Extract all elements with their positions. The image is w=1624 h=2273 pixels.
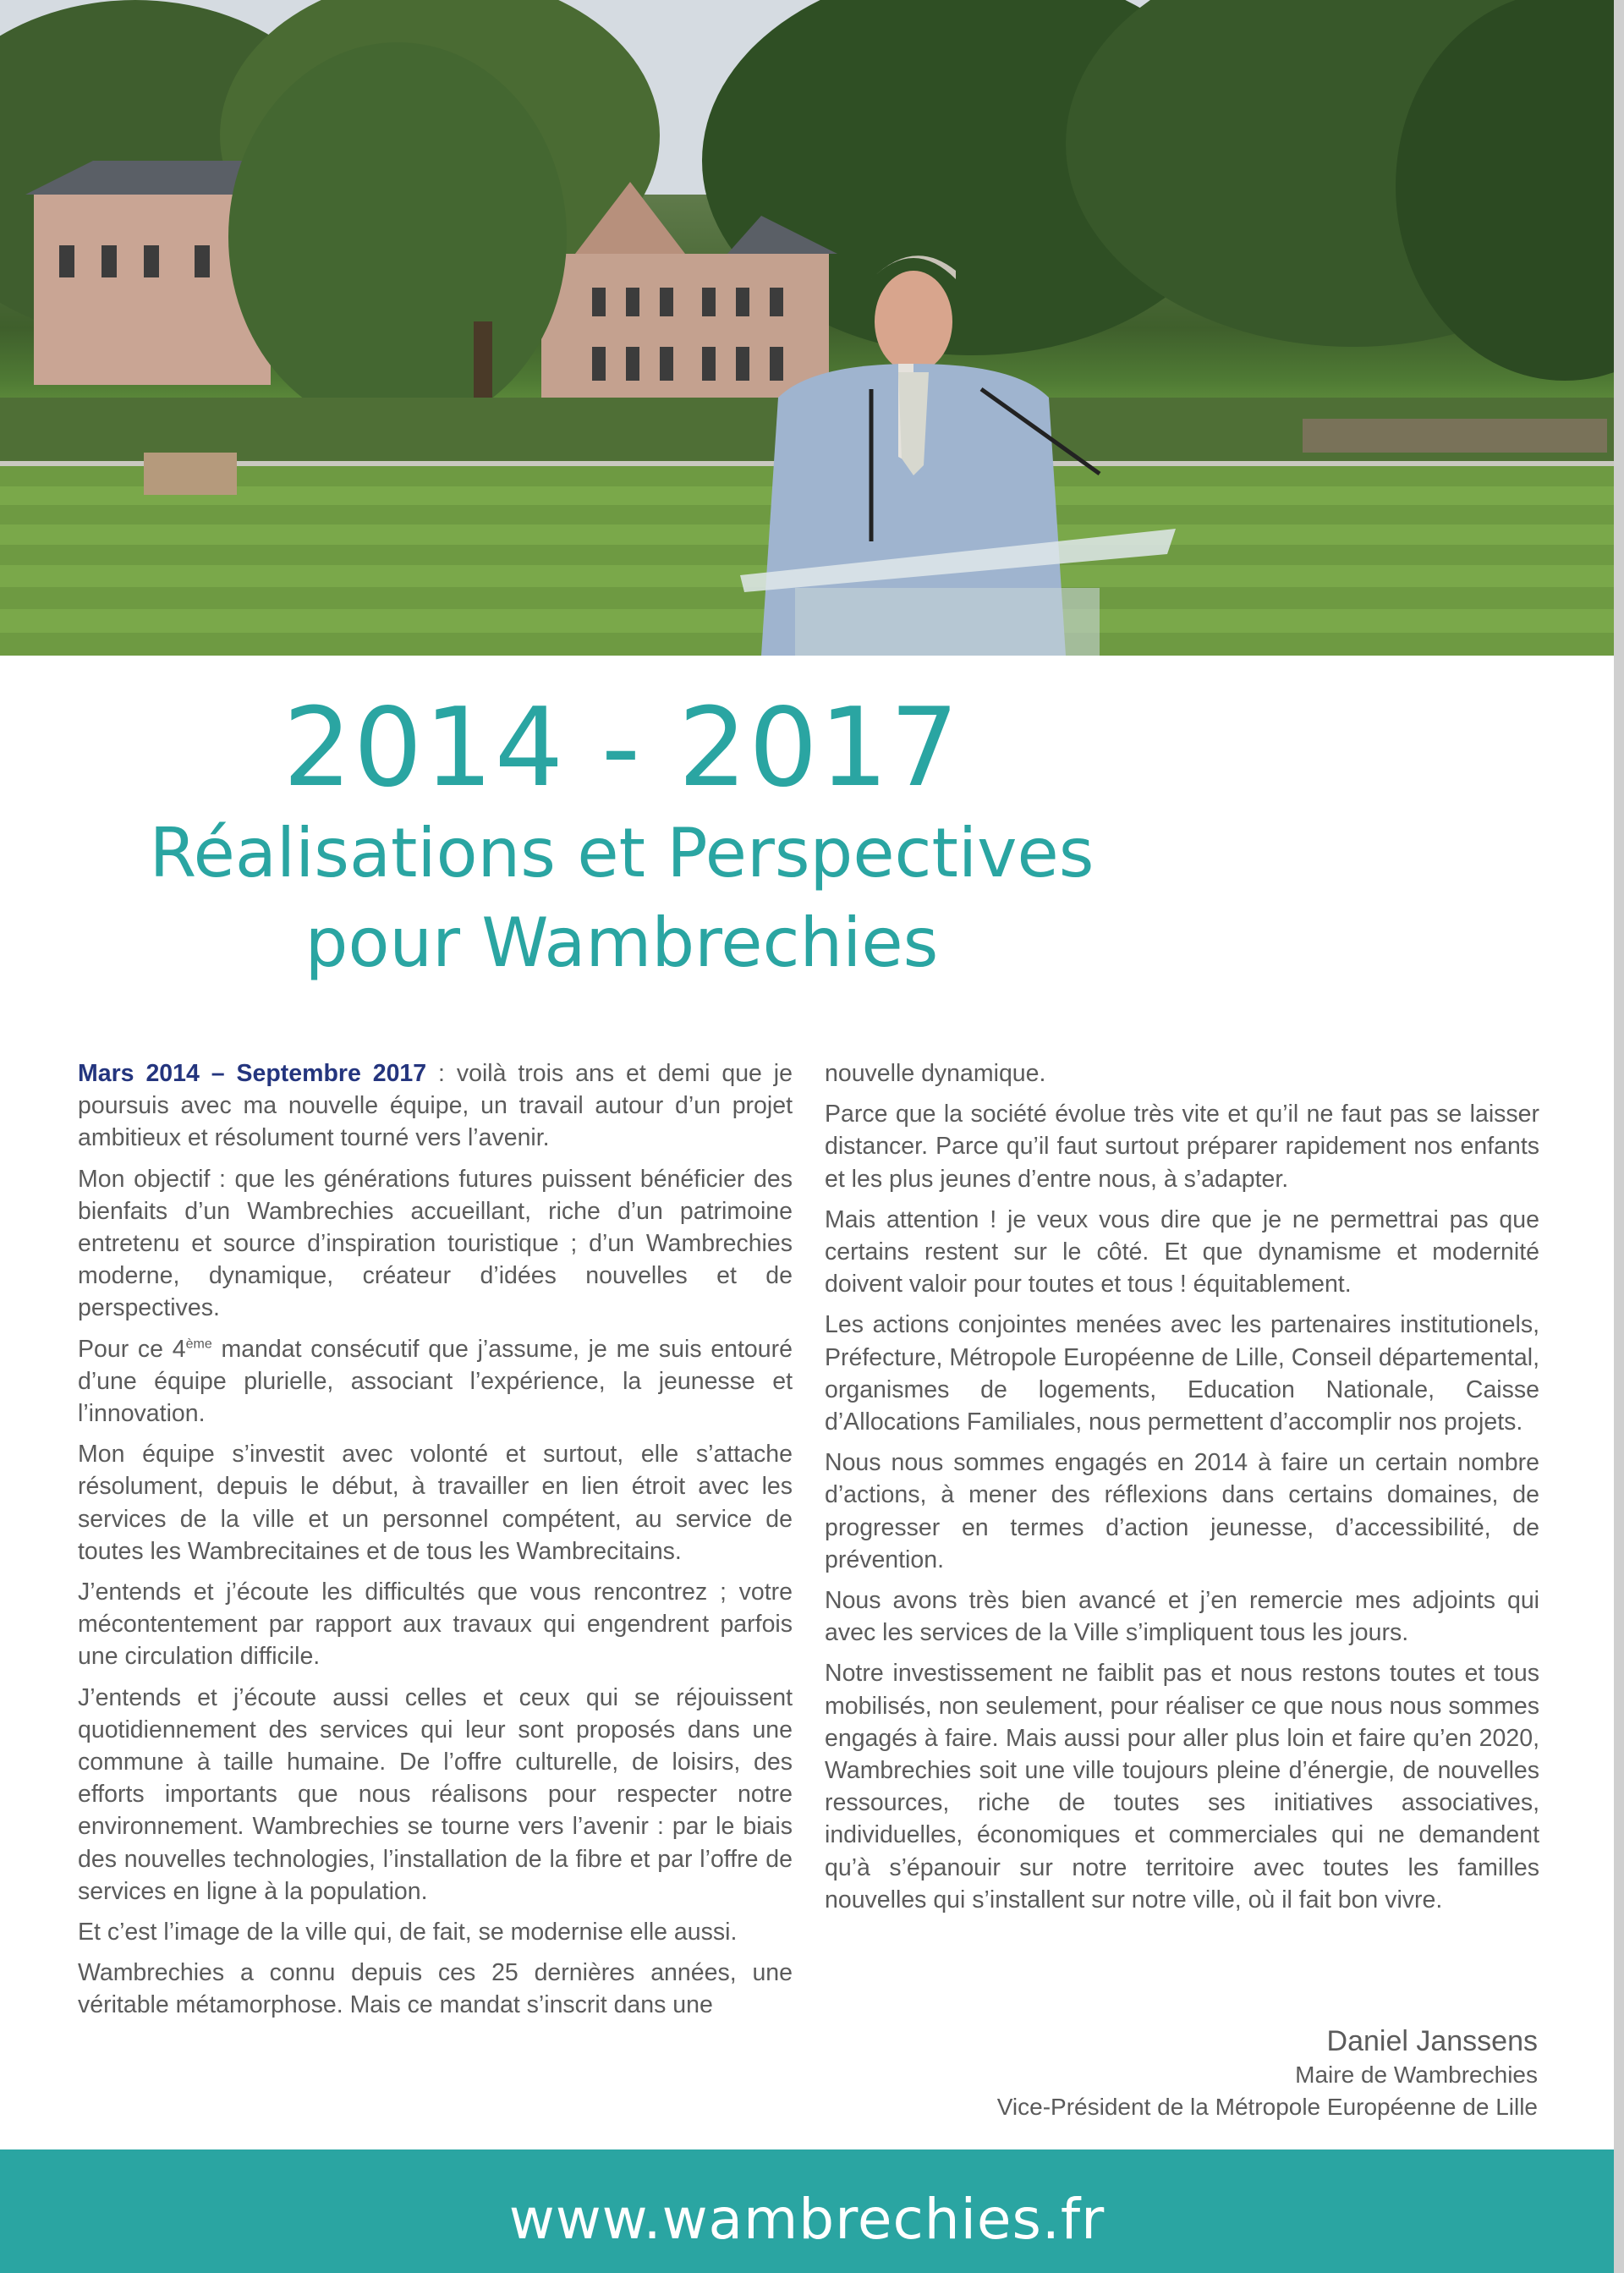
lead-dates: Mars 2014 – Septembre 2017 <box>78 1060 427 1087</box>
left-column <box>78 1057 793 2030</box>
title-years: 2014 - 2017 <box>283 685 961 811</box>
signature-name: Daniel Janssens <box>1326 2025 1538 2057</box>
superscript: ème <box>185 1337 212 1352</box>
signature-block <box>997 2023 1538 2123</box>
paragraph <box>78 1333 793 1430</box>
paragraph: Les actions conjointes menées avec les partenaires institutionels, Préfecture, Métropole Européenne de Lille, Conseil départemental, organismes de logements, Education Nationale, Caisse d’Allocations Familiales, nous permettent d’accomplir nos projets. <box>825 1311 1539 1436</box>
signature-role-vice-president: Vice-Président de la Métropole Européenne de Lille <box>996 2094 1538 2120</box>
website-link[interactable]: www.wambrechies.fr <box>508 2187 1106 2252</box>
paragraph: J’entends et j’écoute les difficultés que vous rencontrez ; votre mécontentement par rapport aux travaux qui engendrent parfois une circulation difficile. <box>78 1578 793 1671</box>
hero-photo <box>0 0 1614 656</box>
title-line-1: Réalisations et Perspectives <box>149 814 1095 892</box>
paragraph: nouvelle dynamique. <box>825 1060 1046 1087</box>
paragraph: Notre investissement ne faiblit pas et nous restons toutes et tous mobilisés, non seulement, pour réaliser ce que nous nous sommes engagés à faire. Mais aussi pour aller plus loin et faire qu’en 2020, Wambrechies soit une ville toujours pleine d’énergie, de nouvelles ressources, riche de toutes ses initiatives associatives, individuelles, économiques et commerciales qui ne demandent qu’à s’épanouir sur notre territoire avec toutes les familles nouvelles qui s’installent sur notre ville, où il fait bon vivre. <box>825 1660 1539 1913</box>
title-block <box>0 685 1243 987</box>
paragraph: Mon objectif : que les générations futures puissent bénéficier des bienfaits d’un Wambrechies accueillant, riche d’un patrimoine entretenu et source d’inspiration touristique ; d’un Wambrechies moderne, dynamique, créateur d’idées nouvelles et de perspectives. <box>78 1165 793 1322</box>
paragraph-text: mandat consécutif que j’assume, je me suis entouré d’une équipe plurielle, associant l’expérience, la jeunesse et l’innovation. <box>78 1335 793 1428</box>
signature-role-mayor: Maire de Wambrechies <box>1295 2062 1538 2088</box>
right-column <box>825 1057 1539 1924</box>
title-line-2: pour Wambrechies <box>304 903 939 982</box>
paragraph: Et c’est l’image de la ville qui, de fait, se modernise elle aussi. <box>78 1919 738 1946</box>
paragraph: Mais attention ! je veux vous dire que je ne permettrai pas que certains restent sur le côté. Et que dynamisme et modernité doivent valoir pour toutes et tous ! équitablement. <box>825 1205 1539 1298</box>
paragraph: J’entends et j’écoute aussi celles et ceux qui se réjouissent quotidiennement des services qui leur sont proposés dans une commune à taille humaine. De l’offre culturelle, de loisirs, des efforts importants que nous réalisons pour respecter notre environnement. Wambrechies se tourne vers l’avenir : par le biais des nouvelles technologies, l’installation de la fibre et par l’offre de services en ligne à la population. <box>78 1683 793 1905</box>
paragraph-text: : voilà trois ans et demi que je poursuis avec ma nouvelle équipe, un travail autour d’un projet ambitieux et résolument tourné vers l’avenir. <box>78 1060 793 1152</box>
page-edge <box>1614 0 1624 2273</box>
paragraph: Nous avons très bien avancé et j’en remercie mes adjoints qui avec les services de la Ville s’impliquent tous les jours. <box>825 1587 1539 1647</box>
hero-photo-illustration <box>0 0 1614 656</box>
paragraph: Mon équipe s’investit avec volonté et surtout, elle s’attache résolument, depuis le début, à travailler en lien étroit avec les services de la ville et un personnel compétent, au service de toutes les Wambrecitaines et de tous les Wambrecitains. <box>78 1441 793 1565</box>
paragraph: Parce que la société évolue très vite et qu’il ne faut pas se laisser distancer. Parce qu’il faut surtout préparer rapidement nos enfants et les plus jeunes d’entre nous, à s’adapter. <box>825 1101 1539 1193</box>
paragraph: Wambrechies a connu depuis ces 25 dernières années, une véritable métamorphose. Mais ce mandat s’inscrit dans une <box>78 1959 793 2019</box>
paragraph: Nous nous sommes engagés en 2014 à faire un certain nombre d’actions, à mener des réflexions dans certains domaines, de progresser en termes d’action jeunesse, d’accessibilité, de prévention. <box>825 1449 1539 1573</box>
paragraph <box>78 1057 793 1155</box>
paragraph-text: Pour ce 4 <box>78 1335 186 1363</box>
